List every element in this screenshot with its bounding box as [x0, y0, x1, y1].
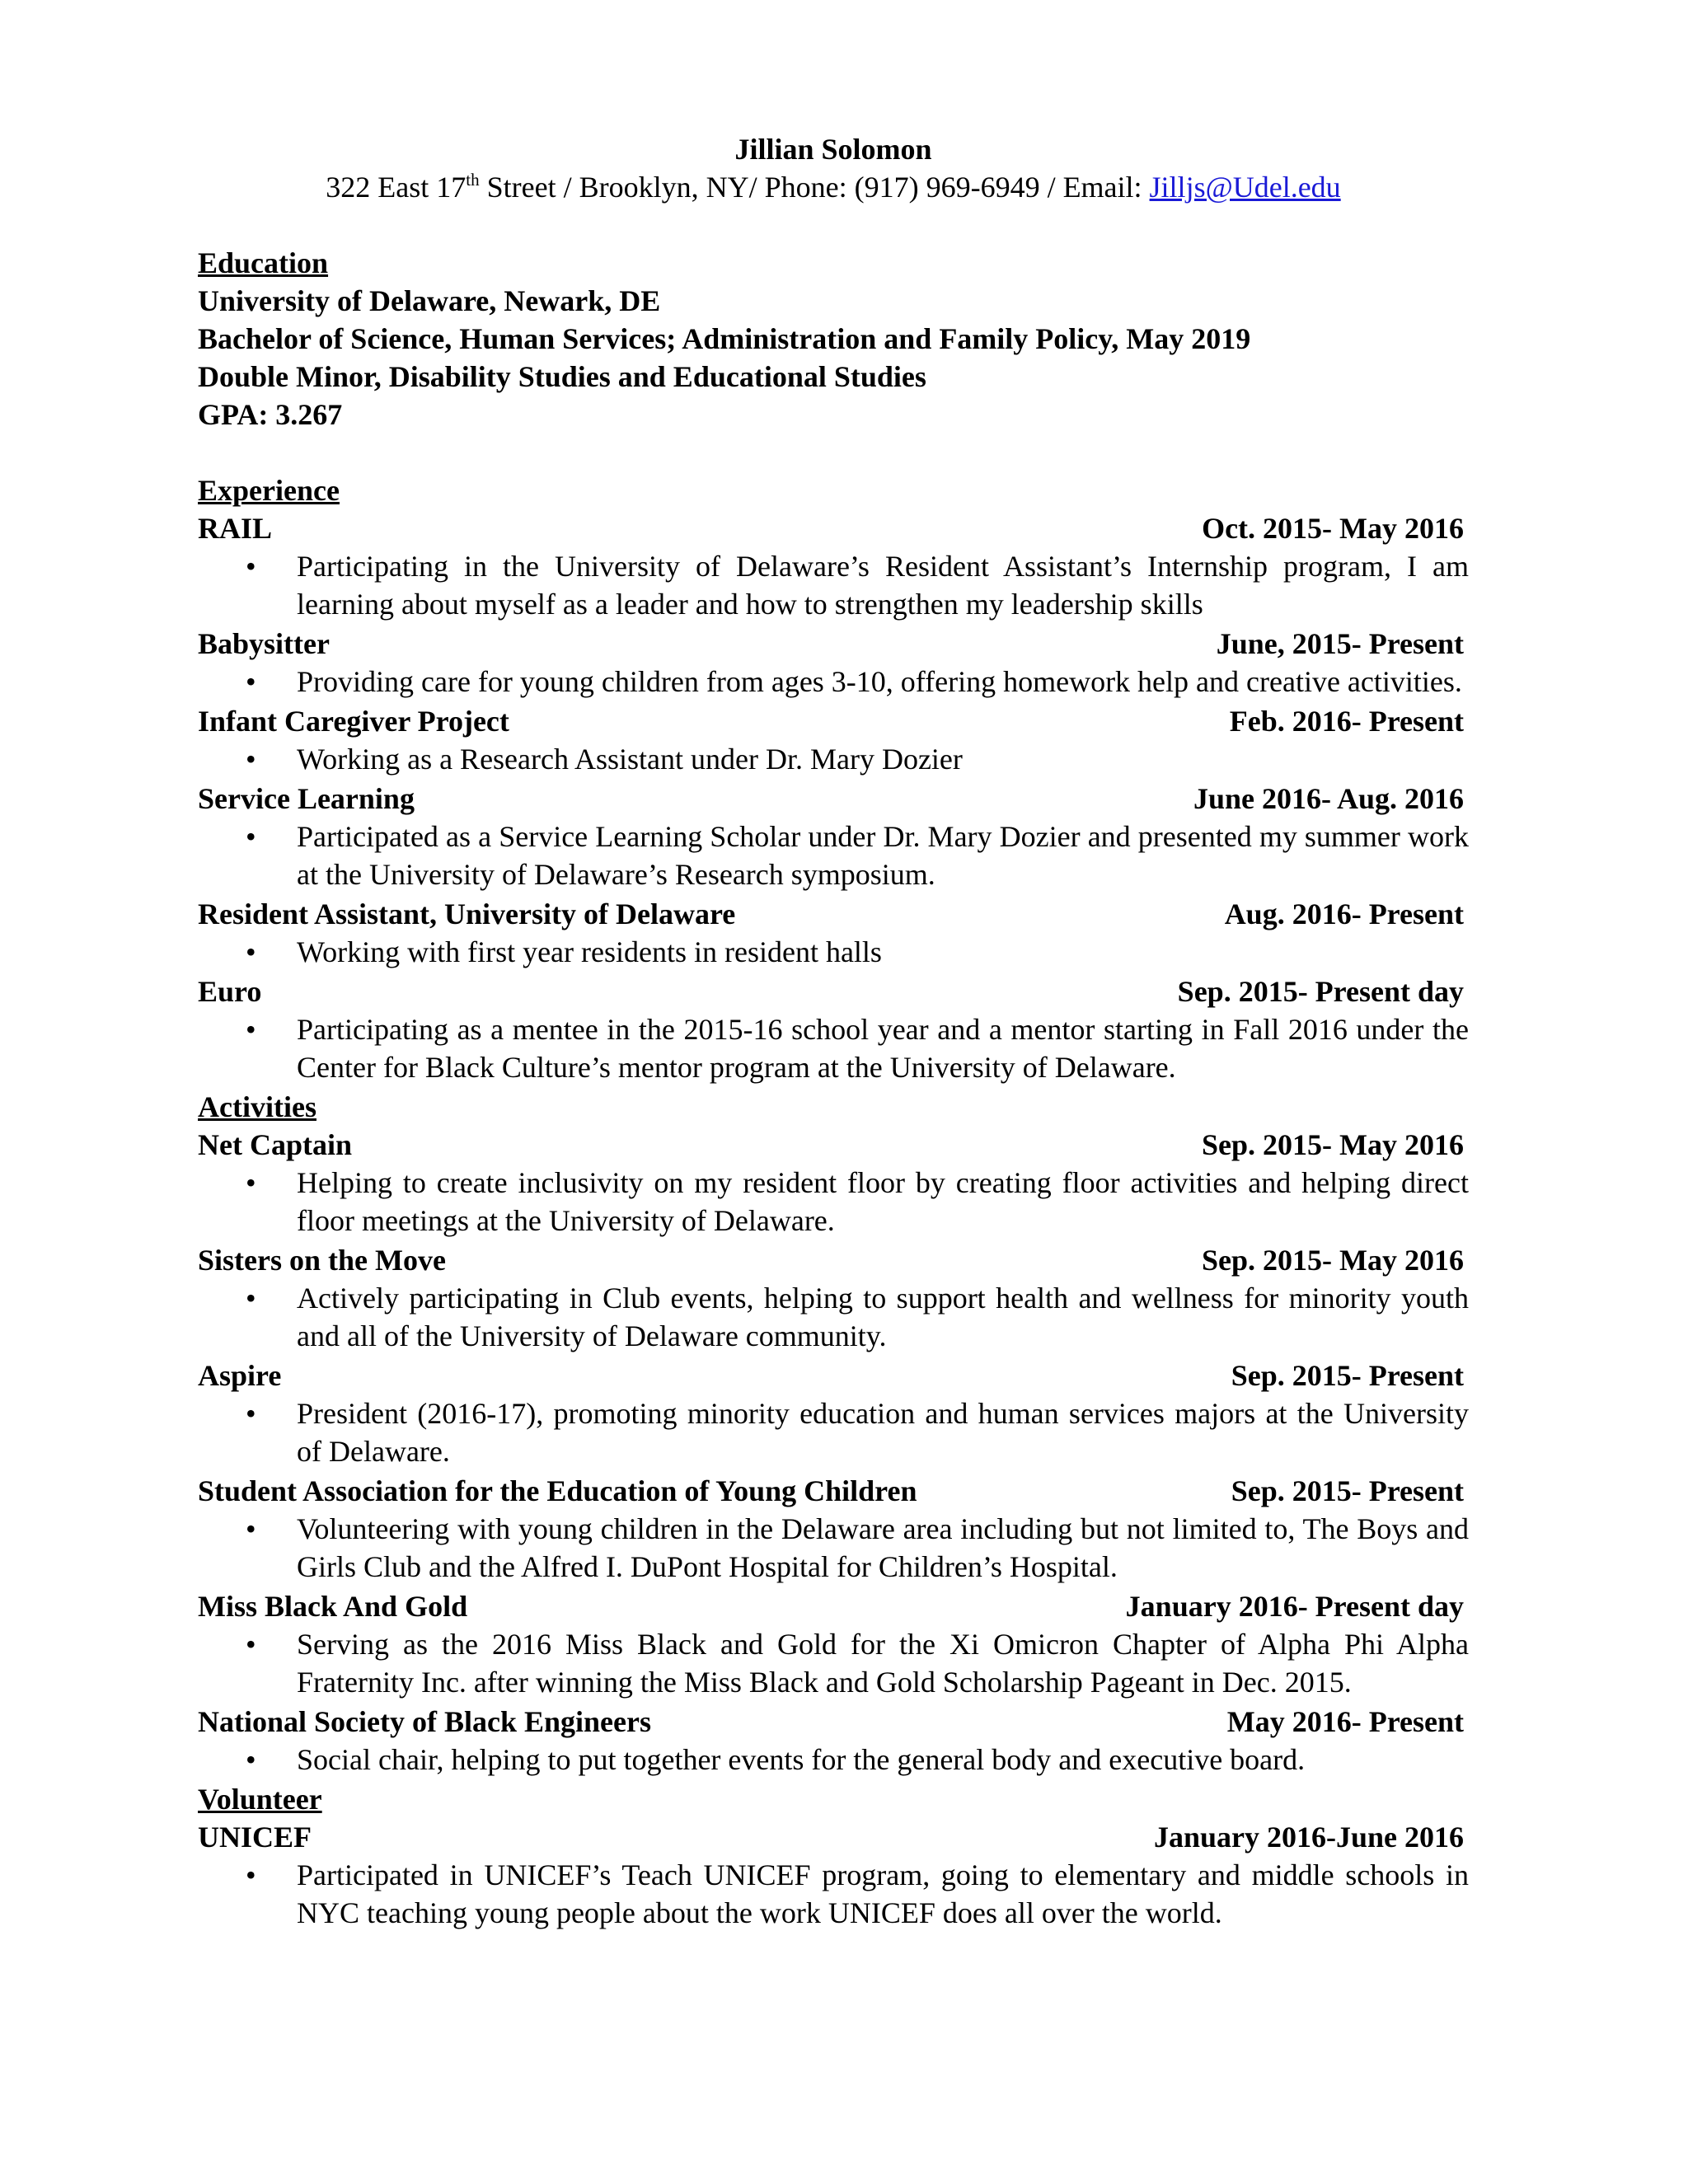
entry-bullet — [198, 1010, 1469, 1086]
entry-name: Net Captain — [198, 1128, 352, 1161]
experience-entry — [198, 702, 1469, 778]
entry-name: Aspire — [198, 1359, 282, 1392]
entry-date: Sep. 2015- May 2016 — [1202, 1128, 1464, 1161]
contact-line — [198, 168, 1469, 206]
entry-name: Sisters on the Move — [198, 1244, 446, 1277]
activities-title: Activities — [198, 1090, 316, 1123]
entry-name: Miss Black And Gold — [198, 1590, 468, 1623]
activity-entry — [198, 1472, 1469, 1586]
experience-title: Experience — [198, 474, 340, 507]
contact-text: Street / Brooklyn, NY/ Phone: (917) 969-6949 / Email: — [479, 171, 1150, 204]
entry-date: Sep. 2015- Present — [1231, 1359, 1464, 1392]
bullet-icon: • — [246, 1858, 256, 1891]
entry-date: Sep. 2015- Present — [1231, 1474, 1464, 1507]
bullet-icon: • — [246, 665, 256, 698]
bullet-icon: • — [246, 1397, 256, 1430]
experience-entry — [198, 972, 1469, 1086]
experience-entry — [198, 625, 1469, 701]
bullet-text: Serving as the 2016 Miss Black and Gold for the Xi Omicron Chapter of Alpha Phi Alpha Fraternity Inc. after winning the Miss Black and Gold Scholarship Pageant in Dec. 2015. — [297, 1628, 1469, 1699]
entry-bullet — [198, 933, 1469, 971]
entry-date: May 2016- Present — [1226, 1705, 1464, 1738]
activities-section — [198, 1088, 1469, 1779]
experience-entry — [198, 509, 1469, 623]
entry-date: Feb. 2016- Present — [1229, 705, 1464, 738]
bullet-icon: • — [246, 935, 256, 968]
education-degree: Bachelor of Science, Human Services; Administration and Family Policy, May 2019 — [198, 322, 1251, 355]
entry-date: Sep. 2015- May 2016 — [1202, 1244, 1464, 1277]
bullet-text: Working as a Research Assistant under Dr. Mary Dozier — [297, 743, 963, 776]
education-minor: Double Minor, Disability Studies and Educational Studies — [198, 360, 926, 393]
bullet-text: Actively participating in Club events, helping to support health and wellness for minority youth and all of the University of Delaware community. — [297, 1282, 1469, 1352]
bullet-icon: • — [246, 1282, 256, 1315]
education-school: University of Delaware, Newark, DE — [198, 284, 661, 317]
bullet-icon: • — [246, 743, 256, 776]
entry-bullet — [198, 1394, 1469, 1470]
bullet-icon: • — [246, 550, 256, 583]
address-text: 322 East 17 — [326, 171, 467, 204]
bullet-icon: • — [246, 1628, 256, 1661]
entry-bullet — [198, 1279, 1469, 1355]
entry-name: Babysitter — [198, 627, 330, 660]
resume-name: Jillian Solomon — [734, 133, 932, 166]
entry-date: June 2016- Aug. 2016 — [1193, 782, 1464, 815]
activity-entry — [198, 1357, 1469, 1470]
bullet-text: Providing care for young children from ages 3-10, offering homework help and creative activities. — [297, 665, 1462, 698]
activity-entry — [198, 1241, 1469, 1355]
entry-date: January 2016- Present day — [1125, 1590, 1464, 1623]
experience-section — [198, 471, 1469, 1086]
entry-bullet — [198, 1510, 1469, 1586]
entry-name: RAIL — [198, 512, 273, 545]
entry-bullet — [198, 1625, 1469, 1701]
entry-bullet — [198, 740, 1469, 778]
entry-date: June, 2015- Present — [1216, 627, 1464, 660]
entry-date: January 2016-June 2016 — [1153, 1821, 1464, 1854]
entry-bullet — [198, 818, 1469, 893]
email-link[interactable]: Jilljs@Udel.edu — [1149, 171, 1341, 204]
bullet-icon: • — [246, 1013, 256, 1046]
experience-entry — [198, 780, 1469, 893]
bullet-text: Working with first year residents in resident halls — [297, 935, 882, 968]
volunteer-entry — [198, 1818, 1469, 1932]
bullet-icon: • — [246, 820, 256, 853]
volunteer-section — [198, 1780, 1469, 1932]
entry-name: Student Association for the Education of Young Children — [198, 1474, 917, 1507]
bullet-text: Social chair, helping to put together events for the general body and executive board. — [297, 1743, 1306, 1776]
entry-bullet — [198, 1856, 1469, 1932]
bullet-text: Volunteering with young children in the Delaware area including but not limited to, The Boys and Girls Club and the Alfred I. DuPont Hospital for Children’s Hospital. — [297, 1512, 1469, 1583]
bullet-text: Helping to create inclusivity on my resident floor by creating floor activities and helping direct floor meetings at the University of Delaware. — [297, 1166, 1469, 1237]
bullet-text: Participating as a mentee in the 2015-16 school year and a mentor starting in Fall 2016 under the Center for Black Culture’s mentor program at the University of Delaware. — [297, 1013, 1469, 1084]
entry-date: Sep. 2015- Present day — [1177, 975, 1464, 1008]
entry-date: Aug. 2016- Present — [1224, 898, 1464, 930]
entry-name: Resident Assistant, University of Delaware — [198, 898, 736, 930]
activity-entry — [198, 1587, 1469, 1701]
bullet-icon: • — [246, 1166, 256, 1199]
volunteer-title: Volunteer — [198, 1783, 322, 1816]
bullet-text: Participating in the University of Delaware’s Resident Assistant’s Internship program, I am learning about myself as a leader and how to strengthen my leadership skills — [297, 550, 1469, 621]
resume-page — [198, 130, 1469, 1933]
education-gpa: GPA: 3.267 — [198, 398, 343, 431]
entry-date: Oct. 2015- May 2016 — [1202, 512, 1464, 545]
entry-name: Service Learning — [198, 782, 415, 815]
entry-bullet — [198, 547, 1469, 623]
entry-bullet — [198, 663, 1469, 701]
bullet-text: President (2016-17), promoting minority education and human services majors at the University of Delaware. — [297, 1397, 1469, 1468]
bullet-icon: • — [246, 1512, 256, 1545]
experience-entry — [198, 895, 1469, 971]
entry-name: Infant Caregiver Project — [198, 705, 509, 738]
bullet-text: Participated in UNICEF’s Teach UNICEF program, going to elementary and middle schools in NYC teaching young people about the work UNICEF does all over the world. — [297, 1858, 1469, 1929]
bullet-icon: • — [246, 1743, 256, 1776]
address-superscript: th — [466, 170, 480, 190]
entry-name: UNICEF — [198, 1821, 312, 1854]
activity-entry — [198, 1703, 1469, 1779]
education-title: Education — [198, 246, 329, 279]
entry-name: National Society of Black Engineers — [198, 1705, 651, 1738]
bullet-text: Participated as a Service Learning Scholar under Dr. Mary Dozier and presented my summer work at the University of Delaware’s Research symposium. — [297, 820, 1469, 891]
entry-name: Euro — [198, 975, 262, 1008]
education-section — [198, 244, 1469, 434]
entry-bullet — [198, 1164, 1469, 1240]
activity-entry — [198, 1126, 1469, 1240]
entry-bullet — [198, 1741, 1469, 1779]
